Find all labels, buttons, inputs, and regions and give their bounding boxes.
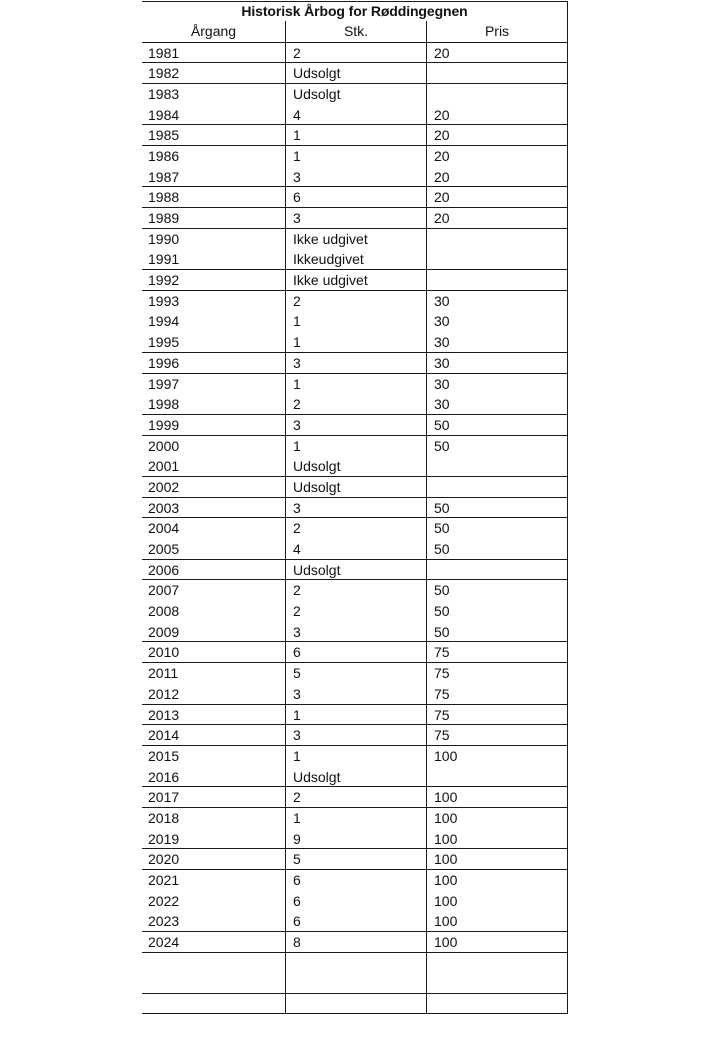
cell-pris xyxy=(426,229,568,250)
cell-pris: 20 xyxy=(426,167,568,187)
cell-stk: 2 xyxy=(285,394,426,414)
cell-stk: 2 xyxy=(285,291,426,312)
cell-stk: Ikke udgivet xyxy=(285,270,426,290)
table-row xyxy=(142,705,568,726)
cell-argang: 2020 xyxy=(148,851,180,868)
table-row xyxy=(142,84,568,105)
cell-pris: 100 xyxy=(426,891,568,912)
cell-pris: 50 xyxy=(426,498,568,518)
cell-argang: 2003 xyxy=(148,499,180,516)
cell-pris: 100 xyxy=(426,911,568,931)
cell-pris: 100 xyxy=(426,932,568,952)
table-row xyxy=(142,456,568,477)
table-row xyxy=(142,601,568,622)
cell-argang: 2001 xyxy=(148,458,180,475)
table-row xyxy=(142,477,568,498)
cell-stk: 3 xyxy=(285,415,426,435)
cell-stk: 4 xyxy=(285,105,426,125)
cell-stk: 2 xyxy=(285,601,426,622)
table-row xyxy=(142,767,568,788)
cell-stk: 2 xyxy=(285,518,426,539)
cell-argang: 1996 xyxy=(148,354,180,371)
cell-stk: 6 xyxy=(285,870,426,891)
cell-argang: 2010 xyxy=(148,644,180,661)
cell-pris: 50 xyxy=(426,622,568,642)
cell-stk xyxy=(285,994,426,1014)
table-row xyxy=(142,394,568,415)
table-row xyxy=(142,436,568,457)
cell-argang: 2022 xyxy=(148,892,180,909)
cell-pris: 100 xyxy=(426,787,568,807)
cell-stk: 1 xyxy=(285,808,426,829)
table-row xyxy=(142,146,568,167)
cell-stk: Udsolgt xyxy=(285,767,426,787)
cell-pris: 30 xyxy=(426,332,568,352)
cell-argang: 2014 xyxy=(148,727,180,744)
cell-stk: 1 xyxy=(285,705,426,725)
cell-argang: 2019 xyxy=(148,830,180,847)
cell-pris: 20 xyxy=(426,187,568,207)
cell-argang: 2017 xyxy=(148,789,180,806)
table-row xyxy=(142,870,568,891)
cell-pris: 100 xyxy=(426,870,568,891)
cell-stk: 8 xyxy=(285,932,426,952)
table-row xyxy=(142,932,568,953)
table-row xyxy=(142,953,568,994)
table-row xyxy=(142,787,568,808)
cell-pris: 20 xyxy=(426,105,568,125)
cell-argang: 1985 xyxy=(148,127,180,144)
table-row xyxy=(142,270,568,291)
table-row xyxy=(142,311,568,332)
cell-argang: 1993 xyxy=(148,292,180,309)
table-row xyxy=(142,43,568,64)
column-header-stk: Stk. xyxy=(285,21,426,42)
cell-stk xyxy=(285,953,426,993)
cell-argang: 1982 xyxy=(148,65,180,82)
cell-argang: 1992 xyxy=(148,272,180,289)
cell-pris: 50 xyxy=(426,436,568,457)
cell-argang: 2004 xyxy=(148,520,180,537)
price-table xyxy=(142,1,568,1014)
cell-stk: 5 xyxy=(285,663,426,684)
cell-stk: Ikkeudgivet xyxy=(285,249,426,269)
cell-stk: Udsolgt xyxy=(285,477,426,497)
table-row xyxy=(142,332,568,353)
cell-stk: 1 xyxy=(285,311,426,332)
cell-stk: 3 xyxy=(285,725,426,745)
cell-argang: 1990 xyxy=(148,230,180,247)
table-row xyxy=(142,911,568,932)
cell-pris: 75 xyxy=(426,705,568,725)
table-row xyxy=(142,167,568,188)
cell-stk: Udsolgt xyxy=(285,84,426,105)
cell-stk: 2 xyxy=(285,787,426,807)
cell-stk: 1 xyxy=(285,436,426,457)
table-row xyxy=(142,746,568,767)
cell-argang: 2023 xyxy=(148,913,180,930)
cell-stk: 1 xyxy=(285,332,426,352)
cell-pris: 75 xyxy=(426,642,568,662)
table-title: Historisk Årbog for Røddingegnen xyxy=(142,1,568,21)
cell-argang: 2021 xyxy=(148,872,180,888)
cell-stk: 6 xyxy=(285,891,426,912)
cell-argang: 2009 xyxy=(148,623,180,640)
cell-pris: 100 xyxy=(426,746,568,767)
cell-argang: 2007 xyxy=(148,582,180,599)
cell-stk: 1 xyxy=(285,125,426,145)
cell-stk: 1 xyxy=(285,146,426,167)
cell-stk: Udsolgt xyxy=(285,63,426,83)
cell-pris: 20 xyxy=(426,146,568,167)
cell-argang: 1986 xyxy=(148,147,180,164)
cell-argang: 1999 xyxy=(148,416,180,433)
cell-pris xyxy=(426,477,568,497)
cell-pris: 20 xyxy=(426,208,568,228)
cell-stk: Udsolgt xyxy=(285,560,426,580)
cell-stk: Ikke udgivet xyxy=(285,229,426,250)
cell-stk: 4 xyxy=(285,539,426,559)
cell-stk: 2 xyxy=(285,580,426,601)
cell-pris: 50 xyxy=(426,518,568,539)
cell-stk: Udsolgt xyxy=(285,456,426,476)
table-row xyxy=(142,580,568,601)
cell-stk: 1 xyxy=(285,746,426,767)
table-row xyxy=(142,63,568,84)
cell-argang: 2015 xyxy=(148,747,180,764)
cell-stk: 5 xyxy=(285,849,426,869)
table-row xyxy=(142,518,568,539)
cell-pris: 50 xyxy=(426,539,568,559)
cell-argang: 1998 xyxy=(148,396,180,413)
table-row xyxy=(142,249,568,270)
cell-argang: 2011 xyxy=(148,665,179,682)
cell-argang: 1994 xyxy=(148,313,180,330)
cell-pris: 100 xyxy=(426,849,568,869)
cell-pris: 75 xyxy=(426,684,568,704)
table-row xyxy=(142,374,568,395)
table-row xyxy=(142,622,568,643)
table-row xyxy=(142,291,568,312)
column-header-pris: Pris xyxy=(426,21,568,42)
cell-pris xyxy=(426,456,568,476)
table-header-row xyxy=(142,21,568,43)
table-row xyxy=(142,684,568,705)
table-row xyxy=(142,208,568,229)
table-row xyxy=(142,125,568,146)
table-row xyxy=(142,808,568,829)
table-row xyxy=(142,539,568,560)
cell-pris xyxy=(426,270,568,290)
table-row xyxy=(142,891,568,912)
cell-pris: 75 xyxy=(426,725,568,745)
table-row xyxy=(142,187,568,208)
cell-argang: 2016 xyxy=(148,768,180,785)
cell-argang: 1983 xyxy=(148,85,180,102)
cell-pris xyxy=(426,560,568,580)
table-row xyxy=(142,353,568,374)
cell-pris xyxy=(426,84,568,105)
table-row xyxy=(142,994,568,1015)
table-row xyxy=(142,415,568,436)
cell-stk: 2 xyxy=(285,43,426,63)
table-row xyxy=(142,498,568,519)
cell-argang: 2008 xyxy=(148,603,180,620)
cell-pris: 20 xyxy=(426,43,568,63)
cell-pris: 30 xyxy=(426,394,568,414)
cell-stk: 3 xyxy=(285,498,426,518)
cell-pris: 30 xyxy=(426,374,568,395)
cell-argang: 1995 xyxy=(148,334,180,351)
table-body xyxy=(142,43,568,1015)
cell-argang: 1997 xyxy=(148,375,180,392)
cell-argang: 2000 xyxy=(148,437,180,454)
cell-argang: 1988 xyxy=(148,189,180,206)
cell-pris: 30 xyxy=(426,291,568,312)
table-row xyxy=(142,849,568,870)
cell-stk: 3 xyxy=(285,208,426,228)
cell-pris: 20 xyxy=(426,125,568,145)
cell-stk: 1 xyxy=(285,374,426,395)
cell-argang: 1991 xyxy=(148,251,180,268)
table-row xyxy=(142,105,568,126)
cell-stk: 9 xyxy=(285,829,426,849)
cell-pris xyxy=(426,249,568,269)
cell-pris: 75 xyxy=(426,663,568,684)
table-row xyxy=(142,642,568,663)
cell-pris: 50 xyxy=(426,580,568,601)
cell-pris xyxy=(426,63,568,83)
cell-pris: 100 xyxy=(426,808,568,829)
cell-pris xyxy=(426,767,568,787)
cell-pris: 100 xyxy=(426,829,568,849)
cell-argang: 2024 xyxy=(148,934,180,951)
cell-argang: 2012 xyxy=(148,685,180,702)
cell-pris xyxy=(426,994,568,1014)
cell-stk: 6 xyxy=(285,911,426,931)
cell-stk: 3 xyxy=(285,167,426,187)
column-header-argang: Årgang xyxy=(190,23,237,39)
cell-argang: 1984 xyxy=(148,106,180,123)
cell-argang xyxy=(142,994,285,1014)
cell-argang: 1981 xyxy=(148,44,180,61)
cell-argang: 2013 xyxy=(148,706,180,723)
cell-argang: 1989 xyxy=(148,210,180,226)
cell-argang: 2002 xyxy=(148,478,180,495)
table-row xyxy=(142,229,568,250)
table-row xyxy=(142,663,568,684)
cell-pris: 50 xyxy=(426,415,568,435)
cell-argang: 2006 xyxy=(148,561,180,578)
cell-stk: 3 xyxy=(285,622,426,642)
table-row xyxy=(142,725,568,746)
cell-stk: 3 xyxy=(285,353,426,373)
cell-stk: 3 xyxy=(285,684,426,704)
cell-pris: 50 xyxy=(426,601,568,622)
table-row xyxy=(142,829,568,850)
cell-stk: 6 xyxy=(285,187,426,207)
cell-argang: 2005 xyxy=(148,541,180,557)
cell-argang: 1987 xyxy=(148,168,180,185)
table-row xyxy=(142,560,568,581)
cell-argang xyxy=(142,953,285,993)
cell-pris: 30 xyxy=(426,311,568,332)
cell-pris: 30 xyxy=(426,353,568,373)
cell-argang: 2018 xyxy=(148,809,180,826)
cell-stk: 6 xyxy=(285,642,426,662)
cell-pris xyxy=(426,953,568,993)
